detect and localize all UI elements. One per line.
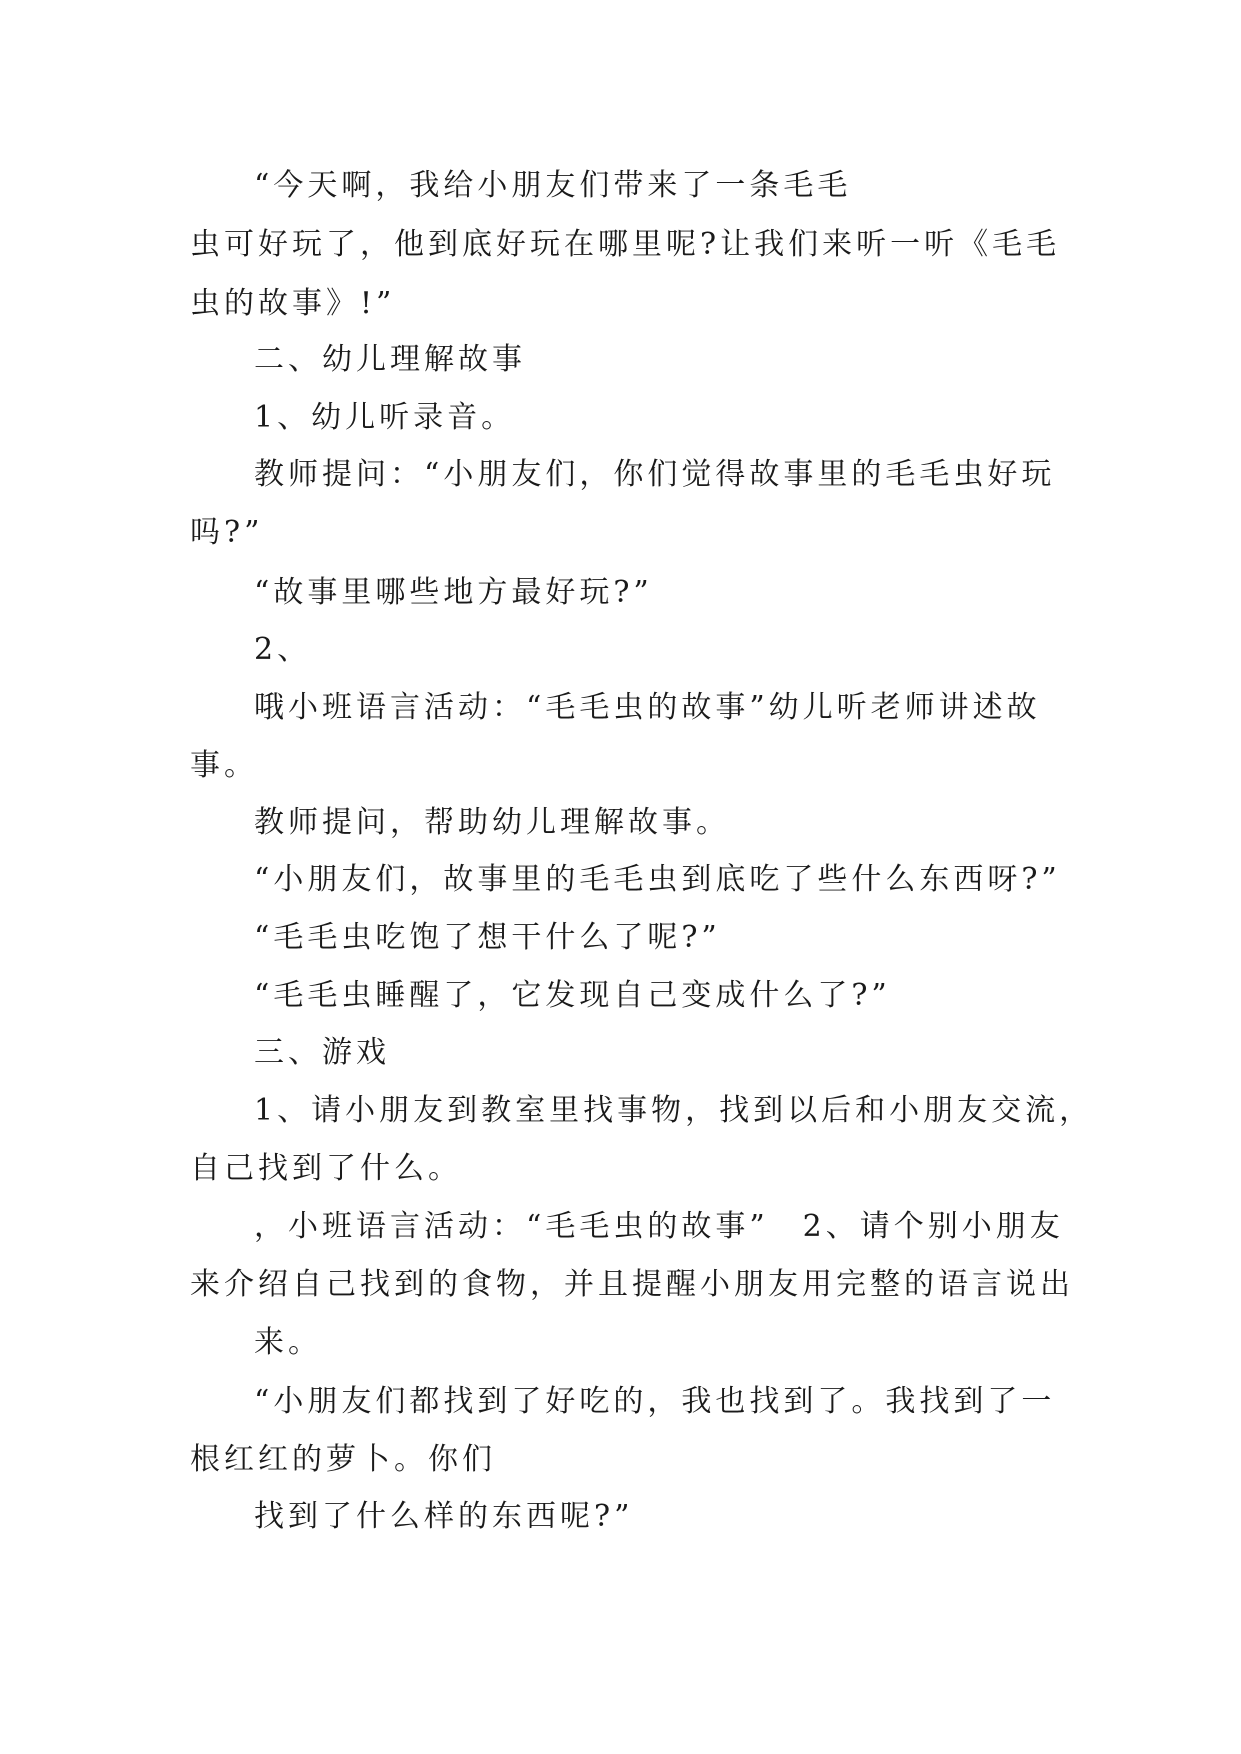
paragraph-line: 教师提问，帮助幼儿理解故事。 [254, 805, 730, 840]
paragraph-line: “毛毛虫吃饱了想干什么了呢?” [254, 920, 721, 955]
paragraph-line: 虫可好玩了，他到底好玩在哪里呢?让我们来听一听《毛毛 [190, 227, 1061, 262]
paragraph-line: 来。 [254, 1325, 322, 1360]
paragraph-line: 来介绍自己找到的食物，并且提醒小朋友用完整的语言说出 [190, 1267, 1074, 1302]
paragraph-line: “故事里哪些地方最好玩?” [254, 575, 653, 610]
section-heading: 三、游戏 [254, 1035, 390, 1070]
paragraph-line: 2、 [254, 632, 312, 667]
paragraph-line: 1、请小朋友到教室里找事物，找到以后和小朋友交流， [254, 1093, 1094, 1128]
paragraph-line: 虫的故事》!” [190, 286, 396, 321]
paragraph-line: 根红红的萝卜。你们 [190, 1442, 496, 1477]
paragraph-line: “小朋友们，故事里的毛毛虫到底吃了些什么东西呀?” [254, 862, 1061, 897]
paragraph-line: 事。 [190, 748, 258, 783]
paragraph-line: 教师提问：“小朋友们，你们觉得故事里的毛毛虫好玩 [254, 457, 1056, 492]
paragraph-line: ，小班语言活动：“毛毛虫的故事” 2、请个别小朋友 [254, 1209, 1064, 1244]
paragraph-line: 吗?” [190, 515, 264, 550]
paragraph-line: “小朋友们都找到了好吃的，我也找到了。我找到了一 [254, 1384, 1056, 1419]
paragraph-line: 找到了什么样的东西呢?” [254, 1499, 634, 1534]
paragraph-line: “毛毛虫睡醒了，它发现自己变成什么了?” [254, 978, 891, 1013]
section-heading: 二、幼儿理解故事 [254, 342, 526, 377]
paragraph-line: 自己找到了什么。 [190, 1151, 462, 1186]
paragraph-line: 哦小班语言活动：“毛毛虫的故事”幼儿听老师讲述故 [254, 690, 1041, 725]
paragraph-line: “今天啊，我给小朋友们带来了一条毛毛 [254, 168, 852, 203]
paragraph-line: 1、幼儿听录音。 [254, 400, 516, 435]
